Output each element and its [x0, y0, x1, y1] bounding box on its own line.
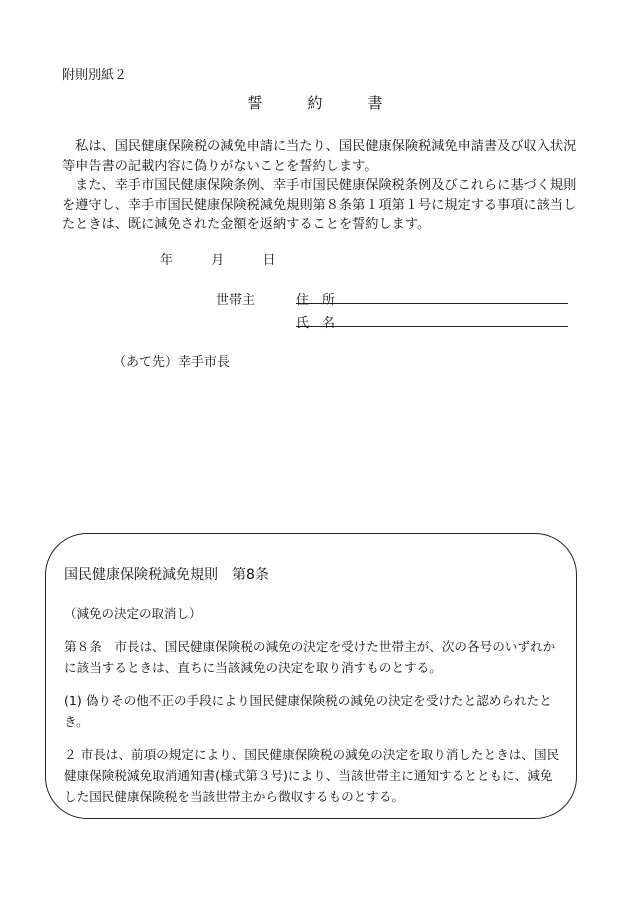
rule-item-1: (1) 偽りその他不正の手段により国民健康保険税の減免の決定を受けたと認められたとき。 [64, 693, 552, 729]
address-label: 住 所 [296, 293, 336, 308]
rule-subtitle: （減免の決定の取消し） [64, 606, 202, 621]
date-month: 月 [211, 253, 225, 268]
appendix-label: 附則別紙２ [62, 68, 128, 83]
rule-title: 国民健康保険税減免規則 第8条 [64, 567, 269, 583]
name-field [296, 312, 568, 331]
date-line [160, 249, 276, 268]
rule-article-8: 第８条 市長は、国民健康保険税の減免の決定を受けた世帯主が、次の各号のいずれかに該当するときは、直ちに当該減免の決定を取り消すものとする。 [64, 639, 556, 675]
page-title: 誓 約 書 [247, 94, 383, 112]
date-day: 日 [262, 253, 276, 268]
household-head-label: 世帯主 [216, 293, 256, 308]
rule-item-2: ２ 市長は、前項の規定により、国民健康保険税の減免の決定を取り消したときは、国民健康保険税減免取消通知書(様式第３号)により、当該世帯主に通知するとともに、減免した国民健康保険税を当該世帯主から徴収するものとする。 [64, 747, 560, 804]
rule-excerpt-box [45, 533, 577, 819]
date-year: 年 [160, 253, 174, 268]
pledge-paragraph-1: 私は、国民健康保険税の減免申請に当たり、国民健康保険税減免申請書及び収入状況等申告書の記載内容に偽りがないことを誓約します。 [62, 139, 577, 174]
address-field [296, 289, 568, 308]
pledge-paragraph-2: また、幸手市国民健康保険条例、幸手市国民健康保険税条例及びこれらに基づく規則を遵守し、幸手市国民健康保険税減免規則第８条第１項第１号に規定する事項に該当したときは、既に減免された金額を返納することを誓約します。 [62, 178, 577, 232]
name-label: 氏 名 [296, 316, 336, 331]
addressee: （あて先）幸手市長 [113, 355, 231, 370]
